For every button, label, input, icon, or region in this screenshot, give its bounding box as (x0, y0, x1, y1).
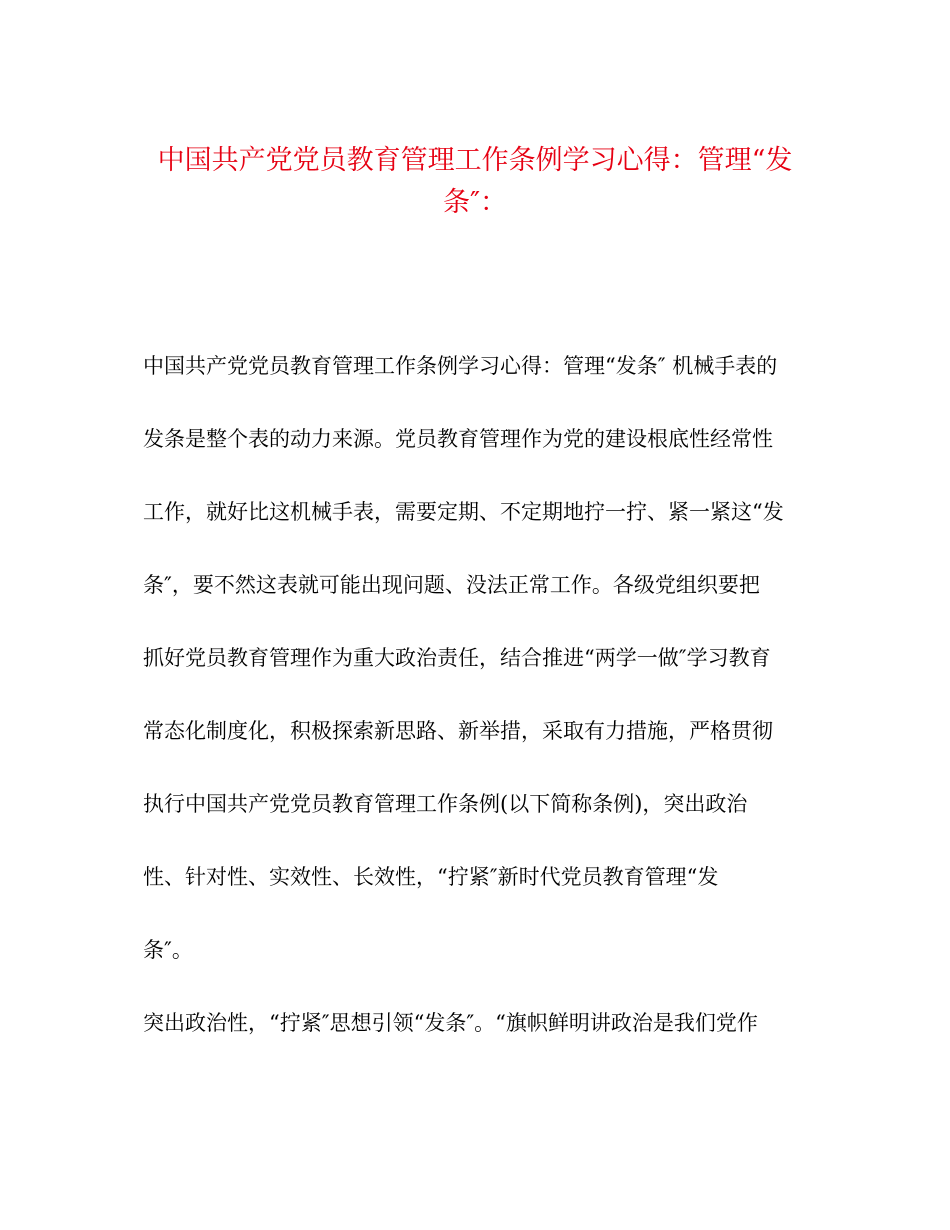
body-line-2: 发条是整个表的动力来源。党员教育管理作为党的建设根底性经常性 (143, 427, 773, 451)
document-title (140, 140, 810, 224)
body-line-4: 条″，要不然这表就可能出现问题、没法正常工作。各级党组织要把 (143, 573, 760, 597)
body-line-9: 条″。 (143, 938, 193, 962)
body-line-3: 工作，就好比这机械手表，需要定期、不定期地拧一拧、紧一紧这“发 (143, 500, 784, 524)
title-line-2: 条″： (442, 187, 508, 218)
body-line-6: 常态化制度化，积极探索新思路、新举措，采取有力措施，严格贯彻 (143, 719, 773, 743)
body-line-7: 执行中国共产党党员教育管理工作条例(以下简称条例)，突出政治 (143, 792, 748, 816)
body-line-1: 中国共产党党员教育管理工作条例学习心得：管理“发条″ 机械手表的 (143, 354, 778, 378)
body-line-5: 抓好党员教育管理作为重大政治责任，结合推进“两学一做″学习教育 (143, 646, 771, 670)
title-line-1: 中国共产党党员教育管理工作条例学习心得：管理“发 (157, 145, 793, 176)
body-line-8: 性、针对性、实效性、长效性，“拧紧″新时代党员教育管理“发 (143, 865, 719, 889)
body-line-10: 突出政治性，“拧紧″思想引领“发条″。“旗帜鲜明讲政治是我们党作 (143, 1011, 758, 1035)
